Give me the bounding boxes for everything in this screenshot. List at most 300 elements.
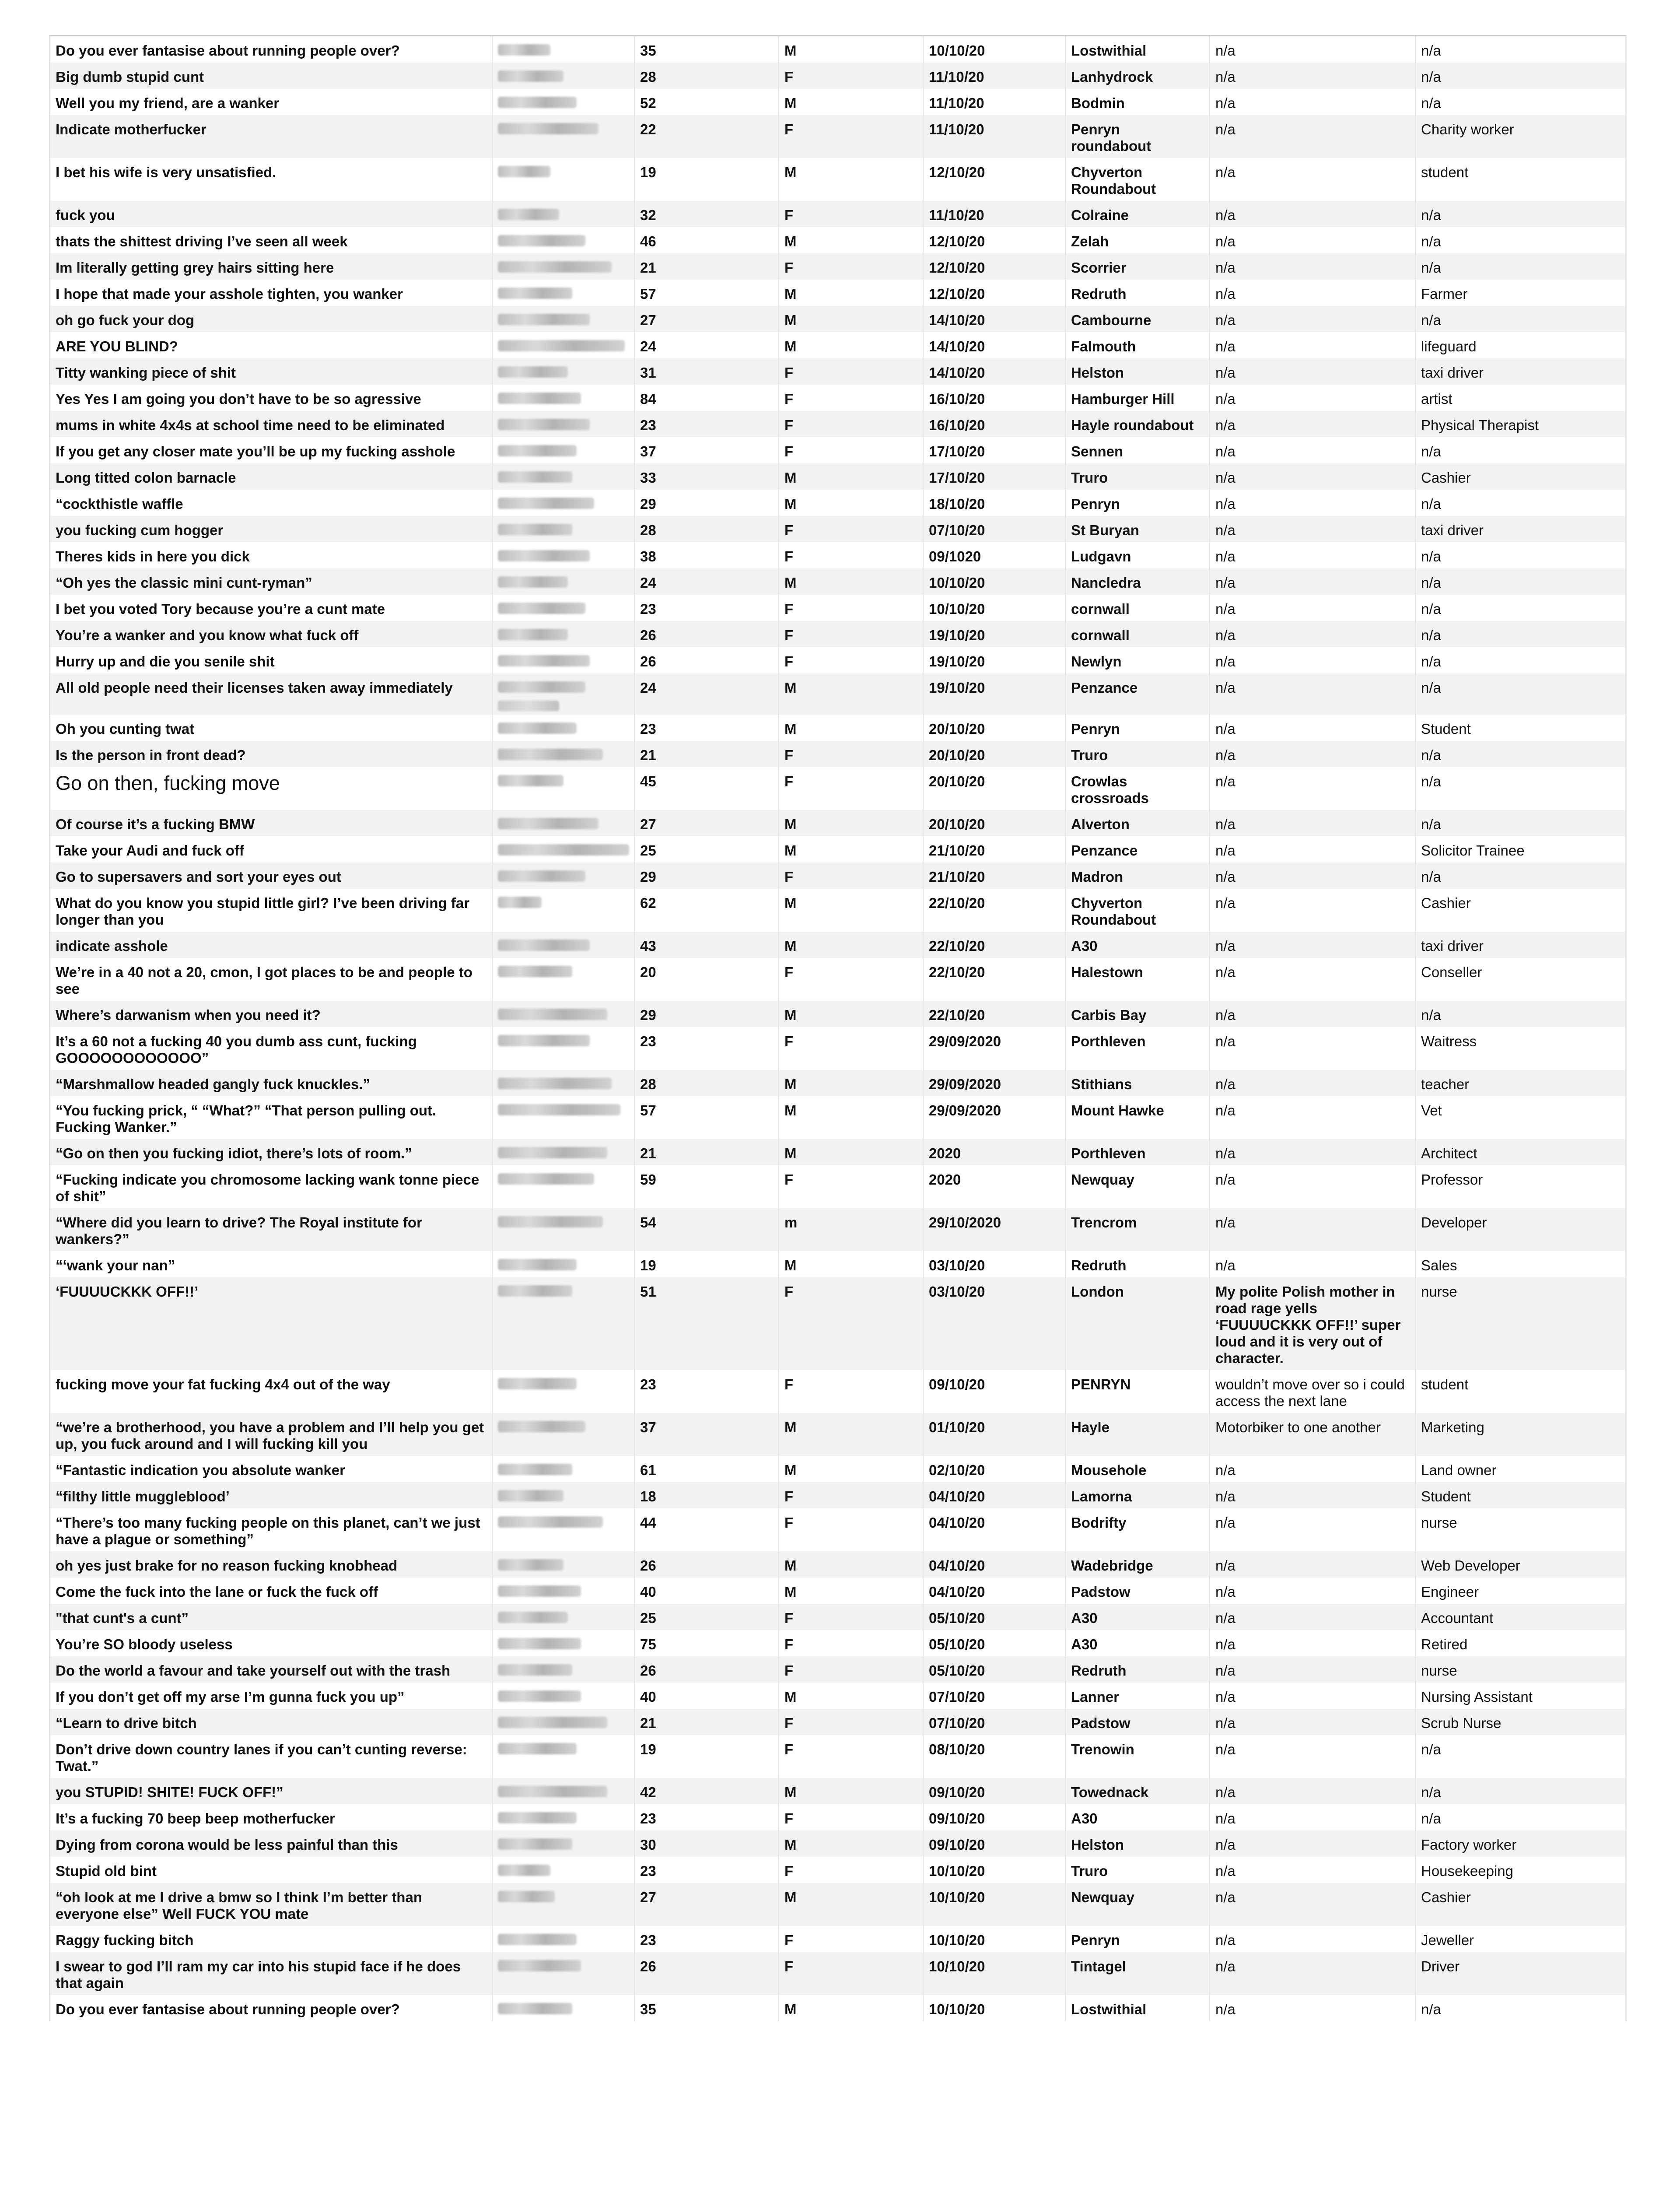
age-cell: 23 — [634, 1027, 779, 1070]
sex-cell: M — [779, 1995, 923, 2021]
sex-cell: F — [779, 1804, 923, 1830]
occupation-cell: Student — [1421, 721, 1471, 737]
comment-cell: “Go on then you fucking idiot, there’s lots of room.” — [50, 1139, 492, 1165]
age-cell: 26 — [634, 621, 779, 647]
sex-cell: M — [779, 280, 923, 306]
notes-cell: n/a — [1210, 463, 1415, 490]
table-row — [50, 958, 1625, 1001]
location-cell: Wadebridge — [1065, 1551, 1210, 1578]
notes-cell: n/a — [1210, 1952, 1415, 1995]
name-cell — [492, 1251, 634, 1277]
date-cell: 22/10/20 — [923, 1001, 1065, 1027]
table-row — [50, 542, 1625, 568]
sex-cell: F — [779, 1735, 923, 1778]
age-cell: 35 — [634, 1995, 779, 2021]
age-cell: 75 — [634, 1630, 779, 1656]
redacted-name — [498, 749, 603, 760]
redacted-name — [498, 1464, 572, 1475]
name-cell — [492, 201, 634, 227]
sex-cell: F — [779, 958, 923, 1001]
age-cell: 23 — [634, 595, 779, 621]
location-cell: A30 — [1065, 1804, 1210, 1830]
table-row — [50, 1804, 1625, 1830]
notes-cell: n/a — [1210, 1604, 1415, 1630]
redacted-name — [498, 471, 572, 483]
notes-cell: n/a — [1210, 715, 1415, 741]
table-row — [50, 741, 1625, 767]
age-cell: 29 — [634, 490, 779, 516]
name-cell — [492, 1857, 634, 1883]
location-cell: Mousehole — [1065, 1456, 1210, 1482]
redacted-name — [498, 1009, 607, 1020]
redacted-name — [498, 1559, 564, 1571]
location-cell: Helston — [1065, 1830, 1210, 1857]
location-cell: Hamburger Hill — [1065, 385, 1210, 411]
comment-cell: Do the world a favour and take yourself out with the trash — [50, 1656, 492, 1683]
notes-cell: n/a — [1210, 1096, 1415, 1139]
comment-cell: If you don’t get off my arse I’m gunna fuck you up” — [50, 1683, 492, 1709]
notes-cell: n/a — [1210, 516, 1415, 542]
sex-cell: M — [779, 1778, 923, 1804]
location-cell: Alverton — [1065, 810, 1210, 836]
comment-cell: thats the shittest driving I’ve seen all week — [50, 227, 492, 253]
date-cell: 12/10/20 — [923, 280, 1065, 306]
comment-cell: “‘wank your nan” — [50, 1251, 492, 1277]
redacted-name — [498, 2003, 572, 2014]
table-body — [50, 36, 1625, 2021]
redacted-name — [498, 576, 568, 588]
comment-cell: It’s a fucking 70 beep beep motherfucker — [50, 1804, 492, 1830]
date-cell: 08/10/20 — [923, 1735, 1065, 1778]
notes-cell: n/a — [1210, 385, 1415, 411]
submissions-sheet — [49, 35, 1627, 2021]
sex-cell: F — [779, 201, 923, 227]
notes-cell: n/a — [1210, 621, 1415, 647]
occupation-cell: Nursing Assistant — [1421, 1689, 1533, 1705]
name-cell — [492, 741, 634, 767]
occupation-cell: Marketing — [1415, 1413, 1625, 1456]
notes-cell: n/a — [1210, 741, 1415, 767]
table-row — [50, 1096, 1625, 1139]
sex-cell: F — [779, 1656, 923, 1683]
table-row — [50, 1251, 1625, 1277]
notes-cell: n/a — [1210, 1683, 1415, 1709]
table-row — [50, 437, 1625, 463]
date-cell: 18/10/20 — [923, 490, 1065, 516]
comment-cell: fuck you — [50, 201, 492, 227]
sex-cell: M — [779, 1413, 923, 1456]
redacted-name — [498, 603, 585, 614]
sex-cell: F — [779, 437, 923, 463]
date-cell: 07/10/20 — [923, 1709, 1065, 1735]
sex-cell: F — [779, 1926, 923, 1952]
occupation-cell: Driver — [1415, 1952, 1625, 1995]
table-row — [50, 1857, 1625, 1883]
comment-cell: mums in white 4x4s at school time need to be eliminated — [50, 411, 492, 437]
occupation-cell: lifeguard — [1421, 338, 1477, 354]
notes-cell: n/a — [1210, 280, 1415, 306]
sex-cell: F — [779, 1165, 923, 1208]
notes-cell: n/a — [1210, 1926, 1415, 1952]
redacted-name — [498, 870, 585, 882]
sex-cell: M — [779, 1001, 923, 1027]
location-cell: Newlyn — [1065, 647, 1210, 673]
table-row — [50, 1883, 1625, 1926]
notes-cell: Motorbiker to one another — [1210, 1413, 1415, 1456]
name-cell — [492, 1952, 634, 1995]
name-cell — [492, 306, 634, 332]
occupation-cell: Farmer — [1421, 286, 1468, 302]
name-cell — [492, 253, 634, 280]
occupation-cell: n/a — [1421, 496, 1441, 512]
date-cell: 04/10/20 — [923, 1551, 1065, 1578]
notes-cell: n/a — [1210, 1027, 1415, 1070]
name-cell — [492, 542, 634, 568]
date-cell: 20/10/20 — [923, 810, 1065, 836]
table-row — [50, 1683, 1625, 1709]
sex-cell: F — [779, 1857, 923, 1883]
table-row — [50, 1551, 1625, 1578]
comment-cell: I bet you voted Tory because you’re a cunt mate — [50, 595, 492, 621]
occupation-cell: teacher — [1415, 1070, 1625, 1096]
occupation-cell: nurse — [1415, 1656, 1625, 1683]
age-cell: 33 — [634, 463, 779, 490]
occupation-cell: student — [1421, 1376, 1469, 1392]
occupation-cell: n/a — [1421, 2001, 1441, 2017]
table-row — [50, 1952, 1625, 1995]
date-cell: 29/09/2020 — [923, 1096, 1065, 1139]
notes-cell: n/a — [1210, 542, 1415, 568]
comment-cell: “filthy little muggleblood’ — [50, 1482, 492, 1508]
name-cell — [492, 836, 634, 863]
name-cell — [492, 1830, 634, 1857]
table-row — [50, 490, 1625, 516]
age-cell: 24 — [634, 568, 779, 595]
date-cell: 09/10/20 — [923, 1830, 1065, 1857]
sex-cell: M — [779, 1883, 923, 1926]
sex-cell: m — [779, 1208, 923, 1251]
location-cell: Bodmin — [1065, 89, 1210, 115]
age-cell: 23 — [634, 715, 779, 741]
redacted-name — [498, 940, 590, 951]
table-row — [50, 1277, 1625, 1370]
sex-cell: M — [779, 1830, 923, 1857]
occupation-cell: n/a — [1421, 1810, 1441, 1827]
name-cell — [492, 1456, 634, 1482]
name-cell — [492, 1370, 634, 1413]
notes-cell: n/a — [1210, 437, 1415, 463]
location-cell: Chyverton Roundabout — [1065, 158, 1210, 201]
name-cell — [492, 863, 634, 889]
name-cell — [492, 932, 634, 958]
comment-cell: Raggy fucking bitch — [50, 1926, 492, 1952]
redacted-name — [498, 1812, 577, 1823]
name-cell — [492, 1208, 634, 1251]
redacted-name — [498, 629, 568, 640]
age-cell: 28 — [634, 1070, 779, 1096]
age-cell: 59 — [634, 1165, 779, 1208]
name-cell — [492, 1926, 634, 1952]
name-cell — [492, 673, 634, 715]
date-cell: 09/10/20 — [923, 1778, 1065, 1804]
name-cell — [492, 516, 634, 542]
location-cell: Penryn — [1065, 490, 1210, 516]
occupation-cell: Housekeeping — [1421, 1863, 1513, 1879]
name-cell — [492, 1709, 634, 1735]
comment-cell: “There’s too many fucking people on this planet, can’t we just have a plague or something” — [50, 1508, 492, 1551]
name-cell — [492, 958, 634, 1001]
location-cell: Truro — [1065, 1857, 1210, 1883]
occupation-cell: taxi driver — [1415, 516, 1625, 542]
date-cell: 20/10/20 — [923, 767, 1065, 810]
comment-cell: Do you ever fantasise about running people over? — [50, 36, 492, 63]
redacted-name — [498, 419, 590, 430]
location-cell: Towednack — [1065, 1778, 1210, 1804]
notes-cell: n/a — [1210, 1482, 1415, 1508]
table-row — [50, 1027, 1625, 1070]
age-cell: 23 — [634, 1926, 779, 1952]
sex-cell: M — [779, 306, 923, 332]
location-cell: cornwall — [1065, 595, 1210, 621]
redacted-name — [498, 1786, 607, 1797]
age-cell: 46 — [634, 227, 779, 253]
date-cell: 14/10/20 — [923, 306, 1065, 332]
table-row — [50, 36, 1625, 63]
location-cell: Nancledra — [1065, 568, 1210, 595]
age-cell: 27 — [634, 306, 779, 332]
sex-cell: M — [779, 1070, 923, 1096]
location-cell: Madron — [1065, 863, 1210, 889]
date-cell: 14/10/20 — [923, 332, 1065, 358]
date-cell: 17/10/20 — [923, 437, 1065, 463]
age-cell: 24 — [634, 332, 779, 358]
table-row — [50, 1995, 1625, 2021]
name-cell — [492, 1096, 634, 1139]
occupation-cell: n/a — [1415, 201, 1625, 227]
comment-cell: you fucking cum hogger — [50, 516, 492, 542]
name-cell — [492, 1683, 634, 1709]
occupation-cell: taxi driver — [1415, 358, 1625, 385]
comment-cell: Yes Yes I am going you don’t have to be so agressive — [50, 385, 492, 411]
comment-cell: Go to supersavers and sort your eyes out — [50, 863, 492, 889]
occupation-cell: n/a — [1415, 621, 1625, 647]
comment-cell: I hope that made your asshole tighten, you wanker — [50, 280, 492, 306]
age-cell: 19 — [634, 1735, 779, 1778]
name-cell — [492, 463, 634, 490]
occupation-cell: Engineer — [1421, 1584, 1479, 1600]
sex-cell: M — [779, 889, 923, 932]
occupation-cell: nurse — [1421, 1515, 1457, 1531]
name-cell — [492, 1139, 634, 1165]
comment-cell: oh yes just brake for no reason fucking knobhead — [50, 1551, 492, 1578]
comment-cell: You’re SO bloody useless — [50, 1630, 492, 1656]
location-cell: Chyverton Roundabout — [1065, 889, 1210, 932]
date-cell: 10/10/20 — [923, 1883, 1065, 1926]
sex-cell: M — [779, 1251, 923, 1277]
location-cell: Colraine — [1065, 201, 1210, 227]
location-cell: Cambourne — [1065, 306, 1210, 332]
name-cell — [492, 889, 634, 932]
redacted-name — [498, 701, 559, 711]
name-cell — [492, 621, 634, 647]
age-cell: 19 — [634, 158, 779, 201]
date-cell: 10/10/20 — [923, 1952, 1065, 1995]
date-cell: 01/10/20 — [923, 1413, 1065, 1456]
name-cell — [492, 1995, 634, 2021]
location-cell: Crowlas crossroads — [1065, 767, 1210, 810]
location-cell: Mount Hawke — [1065, 1096, 1210, 1139]
occupation-cell: Student — [1415, 1482, 1625, 1508]
date-cell: 05/10/20 — [923, 1604, 1065, 1630]
age-cell: 21 — [634, 253, 779, 280]
name-cell — [492, 1883, 634, 1926]
redacted-name — [498, 1173, 594, 1185]
notes-cell: n/a — [1210, 1508, 1415, 1551]
date-cell: 19/10/20 — [923, 647, 1065, 673]
name-cell — [492, 1413, 634, 1456]
sex-cell: F — [779, 741, 923, 767]
comment-cell: Well you my friend, are a wanker — [50, 89, 492, 115]
comment-cell: Big dumb stupid cunt — [50, 63, 492, 89]
comment-cell: Of course it’s a fucking BMW — [50, 810, 492, 836]
location-cell: Padstow — [1065, 1709, 1210, 1735]
age-cell: 40 — [634, 1578, 779, 1604]
sex-cell: F — [779, 1630, 923, 1656]
table-row — [50, 411, 1625, 437]
location-cell: Lostwithial — [1065, 1995, 1210, 2021]
sex-cell: F — [779, 1508, 923, 1551]
date-cell: 29/09/2020 — [923, 1027, 1065, 1070]
table-row — [50, 332, 1625, 358]
date-cell: 10/10/20 — [923, 36, 1065, 63]
notes-cell: n/a — [1210, 958, 1415, 1001]
table-row — [50, 1630, 1625, 1656]
table-row — [50, 621, 1625, 647]
table-row — [50, 516, 1625, 542]
notes-cell: n/a — [1210, 889, 1415, 932]
table-row — [50, 253, 1625, 280]
table-row — [50, 1001, 1625, 1027]
sex-cell: M — [779, 1096, 923, 1139]
occupation-cell: Retired — [1421, 1636, 1468, 1652]
date-cell: 12/10/20 — [923, 253, 1065, 280]
age-cell: 27 — [634, 1883, 779, 1926]
date-cell: 10/10/20 — [923, 1926, 1065, 1952]
table-row — [50, 227, 1625, 253]
sex-cell: F — [779, 1370, 923, 1413]
date-cell: 19/10/20 — [923, 621, 1065, 647]
comment-cell: Do you ever fantasise about running people over? — [50, 1995, 492, 2021]
date-cell: 03/10/20 — [923, 1277, 1065, 1370]
table-row — [50, 463, 1625, 490]
date-cell: 16/10/20 — [923, 411, 1065, 437]
sex-cell: F — [779, 542, 923, 568]
redacted-name — [498, 1690, 581, 1702]
sex-cell: F — [779, 863, 923, 889]
occupation-cell: student — [1421, 164, 1469, 180]
age-cell: 51 — [634, 1277, 779, 1370]
sex-cell: M — [779, 1683, 923, 1709]
occupation-cell: Charity worker — [1415, 115, 1625, 158]
age-cell: 23 — [634, 1370, 779, 1413]
table-row — [50, 201, 1625, 227]
occupation-cell: Sales — [1421, 1257, 1457, 1273]
location-cell: Hayle — [1065, 1413, 1210, 1456]
location-cell: Falmouth — [1065, 332, 1210, 358]
name-cell — [492, 1508, 634, 1551]
table-row — [50, 358, 1625, 385]
table-row — [50, 385, 1625, 411]
redacted-name — [498, 1378, 577, 1389]
location-cell: A30 — [1065, 1630, 1210, 1656]
comment-cell: You’re a wanker and you know what fuck off — [50, 621, 492, 647]
age-cell: 21 — [634, 1709, 779, 1735]
occupation-cell: n/a — [1415, 63, 1625, 89]
occupation-cell: n/a — [1415, 306, 1625, 332]
table-row — [50, 863, 1625, 889]
age-cell: 29 — [634, 863, 779, 889]
redacted-name — [498, 314, 590, 325]
table-row — [50, 1165, 1625, 1208]
table-row — [50, 673, 1625, 715]
table-row — [50, 1709, 1625, 1735]
name-cell — [492, 1656, 634, 1683]
redacted-name — [498, 1104, 620, 1115]
comment-cell: Long titted colon barnacle — [50, 463, 492, 490]
sex-cell: M — [779, 227, 923, 253]
occupation-cell: Land owner — [1421, 1462, 1497, 1478]
occupation-cell: Jeweller — [1421, 1932, 1474, 1948]
comment-cell: Hurry up and die you senile shit — [50, 647, 492, 673]
notes-cell: n/a — [1210, 358, 1415, 385]
age-cell: 25 — [634, 836, 779, 863]
notes-cell: n/a — [1210, 1709, 1415, 1735]
location-cell: Porthleven — [1065, 1139, 1210, 1165]
redacted-name — [498, 775, 564, 786]
comment-cell: All old people need their licenses taken away immediately — [50, 673, 492, 715]
comment-cell: Don’t drive down country lanes if you can’t cunting reverse: Twat.” — [50, 1735, 492, 1778]
age-cell: 23 — [634, 411, 779, 437]
comment-cell: Where’s darwanism when you need it? — [50, 1001, 492, 1027]
redacted-name — [498, 722, 577, 734]
comment-cell: It’s a 60 not a fucking 40 you dumb ass cunt, fucking GOOOOOOOOOOOO” — [50, 1027, 492, 1070]
notes-cell: n/a — [1210, 115, 1415, 158]
notes-cell: n/a — [1210, 1995, 1415, 2021]
date-cell: 10/10/20 — [923, 595, 1065, 621]
comment-cell: ARE YOU BLIND? — [50, 332, 492, 358]
location-cell: Sennen — [1065, 437, 1210, 463]
name-cell — [492, 647, 634, 673]
redacted-name — [498, 550, 590, 561]
date-cell: 22/10/20 — [923, 889, 1065, 932]
date-cell: 11/10/20 — [923, 201, 1065, 227]
occupation-cell: n/a — [1415, 673, 1625, 715]
notes-cell: n/a — [1210, 89, 1415, 115]
occupation-cell: n/a — [1421, 443, 1441, 459]
age-cell: 29 — [634, 1001, 779, 1027]
date-cell: 17/10/20 — [923, 463, 1065, 490]
comment-cell: “You fucking prick, “ “What?” “That person pulling out. Fucking Wanker.” — [50, 1096, 492, 1139]
age-cell: 30 — [634, 1830, 779, 1857]
notes-cell: n/a — [1210, 1830, 1415, 1857]
occupation-cell: n/a — [1421, 653, 1441, 670]
name-cell — [492, 89, 634, 115]
sex-cell: F — [779, 1027, 923, 1070]
location-cell: Newquay — [1065, 1165, 1210, 1208]
redacted-name — [498, 1585, 581, 1597]
location-cell: Penryn — [1065, 715, 1210, 741]
name-cell — [492, 1778, 634, 1804]
